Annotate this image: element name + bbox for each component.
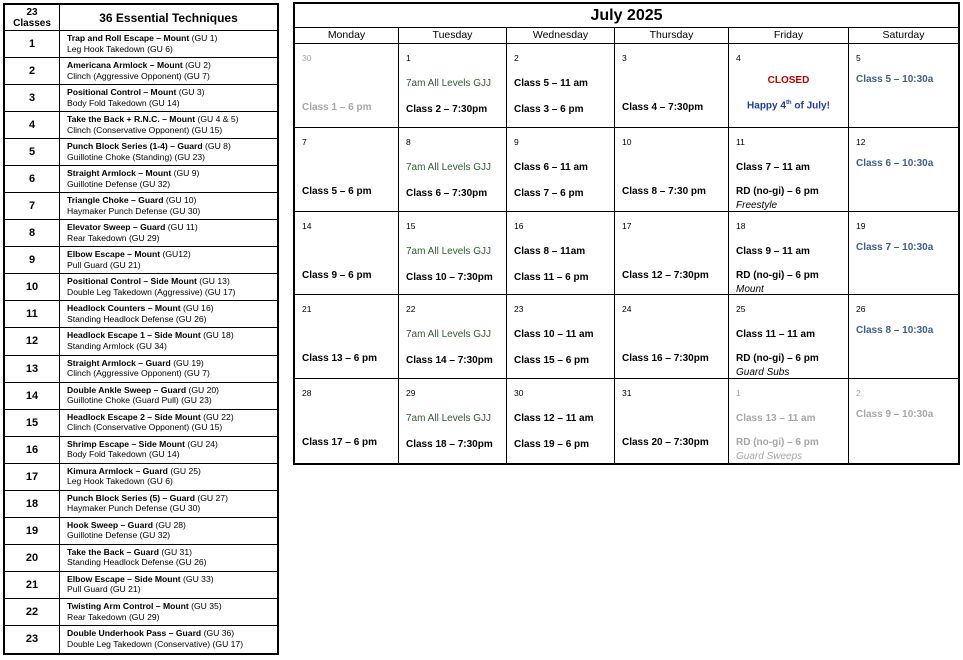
- technique-number: 23: [5, 626, 60, 653]
- weekday-header: Tuesday: [399, 28, 507, 44]
- event-text: Class 9 – 10:30a: [856, 409, 934, 421]
- calendar-day: [615, 295, 729, 379]
- event-text: Freestyle: [736, 199, 778, 211]
- calendar-day: [615, 44, 729, 128]
- technique-secondary: Guillotine Choke (Standing) (GU 23): [67, 151, 206, 162]
- technique-secondary: Rear Takedown (GU 29): [67, 611, 160, 622]
- technique-ref: (GU 18): [203, 330, 234, 341]
- event-text: Class 20 – 7:30pm: [622, 437, 709, 449]
- technique-number: 6: [5, 166, 60, 193]
- technique-number: 9: [5, 247, 60, 274]
- technique-secondary: Standing Headlock Defense (GU 26): [67, 557, 207, 568]
- calendar-day: [295, 295, 399, 379]
- event-text: 7am All Levels GJJ: [406, 161, 492, 173]
- technique-name: Headlock Counters – Mount: [67, 303, 181, 314]
- techniques-table: [3, 3, 279, 655]
- day-number: 22: [406, 304, 416, 315]
- technique-name: Headlock Escape 1 – Side Mount: [67, 330, 201, 341]
- technique-number: 2: [5, 58, 60, 85]
- event-text: Class 10 – 11 am: [514, 329, 594, 341]
- technique-secondary: Haymaker Punch Defense (GU 30): [67, 503, 201, 514]
- calendar-day: [615, 128, 729, 212]
- technique-ref: (GU 24): [187, 438, 218, 449]
- technique-number: 18: [5, 491, 60, 518]
- day-number: 24: [622, 304, 632, 315]
- calendar-day: [849, 128, 958, 212]
- event-text: Guard Sweeps: [736, 451, 803, 463]
- technique-secondary: Clinch (Aggressive Opponent) (GU 7): [67, 70, 210, 81]
- day-number: 4: [736, 53, 741, 63]
- event-text: Guard Subs: [736, 367, 790, 379]
- calendar-day: [507, 128, 615, 212]
- calendar-day: [729, 295, 849, 379]
- day-number: 30: [302, 53, 312, 63]
- event-text: Class 5 – 6 pm: [302, 185, 372, 197]
- event-text: 7am All Levels GJJ: [406, 245, 492, 257]
- technique-number: 13: [5, 356, 60, 383]
- technique-number: 5: [5, 139, 60, 166]
- technique-number: 16: [5, 437, 60, 464]
- technique-ref: (GU 2): [185, 60, 211, 71]
- technique-row: [60, 220, 277, 247]
- weekday-header: Saturday: [849, 28, 958, 44]
- technique-name: Triangle Choke – Guard: [67, 195, 164, 206]
- technique-secondary: Pull Guard (GU 21): [67, 584, 141, 595]
- calendar-day: [295, 379, 399, 463]
- event-text: Class 17 – 6 pm: [302, 437, 378, 449]
- technique-row: [60, 599, 277, 626]
- technique-ref: (GU 3): [178, 87, 205, 98]
- technique-secondary: Clinch (Conservative Opponent) (GU 15): [67, 124, 223, 135]
- technique-secondary: Guillotine Choke (Guard Pull) (GU 23): [67, 395, 212, 406]
- technique-primary: [67, 222, 277, 233]
- calendar-day: [849, 379, 958, 463]
- event-text-part: of July!: [791, 100, 830, 112]
- technique-name: Elbow Escape – Side Mount: [67, 573, 181, 584]
- calendar-day: [729, 44, 849, 128]
- event-text: Class 19 – 6 pm: [514, 439, 590, 451]
- event-text: Class 7 – 6 pm: [514, 187, 584, 199]
- day-number: 2: [856, 388, 861, 399]
- day-number: 1: [406, 53, 411, 63]
- event-text: Class 4 – 7:30pm: [622, 102, 704, 113]
- event-text: RD (no-gi) – 6 pm: [736, 353, 819, 365]
- calendar-day: [507, 44, 615, 128]
- event-text: Class 6 – 7:30pm: [406, 187, 488, 199]
- event-text: 7am All Levels GJJ: [406, 78, 492, 89]
- event-text: Class 11 – 6 pm: [514, 271, 589, 283]
- day-number: 19: [856, 220, 866, 231]
- day-number: 2: [514, 53, 519, 63]
- day-number: 10: [622, 136, 632, 147]
- event-text: Class 6 – 10:30a: [856, 157, 934, 169]
- technique-primary: [67, 520, 277, 531]
- technique-secondary: Double Leg Takedown (Aggressive) (GU 17): [67, 286, 236, 297]
- day-number: 12: [856, 136, 866, 147]
- technique-name: Hook Sweep – Guard: [67, 519, 153, 530]
- event-text: Class 8 – 7:30 pm: [622, 185, 706, 197]
- technique-primary: [67, 547, 277, 558]
- technique-name: Elevator Sweep – Guard: [67, 222, 166, 233]
- calendar-day: [399, 44, 507, 128]
- technique-primary: [67, 385, 277, 396]
- day-number: 8: [406, 136, 411, 147]
- technique-ref: (GU 31): [161, 546, 192, 557]
- technique-name: Punch Block Series (5) – Guard: [67, 492, 195, 503]
- calendar-day: [295, 128, 399, 212]
- technique-number: 4: [5, 112, 60, 139]
- event-text: Class 1 – 6 pm: [302, 102, 372, 113]
- technique-row: [60, 328, 277, 355]
- technique-secondary: Rear Takedown (GU 29): [67, 232, 160, 243]
- technique-primary: [67, 628, 277, 639]
- technique-name: Headlock Escape 2 – Side Mount: [67, 411, 201, 422]
- technique-primary: [67, 60, 277, 71]
- technique-row: [60, 545, 277, 572]
- technique-row: [60, 491, 277, 518]
- technique-ref: (GU 25): [170, 465, 201, 476]
- technique-name: Twisting Arm Control – Mount: [67, 600, 189, 611]
- technique-row: [60, 518, 277, 545]
- calendar-day: [849, 44, 958, 128]
- technique-name: Shrimp Escape – Side Mount: [67, 438, 185, 449]
- day-number: 3: [622, 53, 627, 63]
- day-number: 14: [302, 220, 312, 231]
- technique-name: Positional Control – Side Mount: [67, 276, 197, 287]
- technique-number: 11: [5, 301, 60, 328]
- technique-ref: (GU 19): [173, 357, 204, 368]
- technique-row: [60, 112, 277, 139]
- technique-row: [60, 572, 277, 599]
- event-text: Class 7 – 10:30a: [856, 241, 934, 253]
- event-text: Class 10 – 7:30pm: [406, 271, 493, 283]
- technique-row: [60, 247, 277, 274]
- technique-ref: (GU 16): [183, 303, 214, 314]
- day-number: 15: [406, 220, 416, 231]
- technique-primary: [67, 87, 277, 98]
- technique-number: 14: [5, 383, 60, 410]
- technique-secondary: Guillotine Defense (GU 32): [67, 530, 171, 541]
- calendar-grid: [295, 28, 958, 463]
- calendar-day: [399, 128, 507, 212]
- technique-primary: [67, 493, 277, 504]
- technique-name: Kimura Armlock – Guard: [67, 465, 168, 476]
- technique-number: 1: [5, 31, 60, 58]
- technique-row: [60, 139, 277, 166]
- technique-number: 20: [5, 545, 60, 572]
- day-number: 25: [736, 304, 746, 315]
- calendar-day: [615, 212, 729, 296]
- calendar-title: July 2025: [295, 4, 958, 28]
- technique-ref: (GU 36): [203, 627, 235, 638]
- technique-row: [60, 410, 277, 437]
- calendar-day: [507, 295, 615, 379]
- technique-name: Double Ankle Sweep – Guard: [67, 384, 187, 395]
- event-text: 7am All Levels GJJ: [406, 413, 492, 425]
- technique-primary: [67, 330, 277, 341]
- event-text: Class 2 – 7:30pm: [406, 104, 488, 115]
- technique-row: [60, 626, 277, 653]
- technique-ref: (GU 4 & 5): [197, 114, 239, 125]
- technique-ref: (GU 9): [173, 168, 200, 179]
- technique-ref: (GU 27): [197, 492, 228, 503]
- superscript: th: [785, 100, 792, 106]
- technique-number: 15: [5, 410, 60, 437]
- event-text: Class 15 – 6 pm: [514, 355, 590, 367]
- technique-row: [60, 356, 277, 383]
- day-number: 5: [856, 53, 861, 63]
- technique-primary: [67, 276, 277, 287]
- event-text: Class 8 – 11am: [514, 245, 586, 257]
- day-number: 26: [856, 304, 866, 315]
- classes-count-header: [5, 5, 60, 31]
- event-text: Class 18 – 7:30pm: [406, 439, 493, 451]
- technique-number: 3: [5, 85, 60, 112]
- technique-primary: [67, 574, 277, 585]
- technique-primary: [67, 358, 277, 369]
- calendar-day: [729, 212, 849, 296]
- technique-secondary: Guillotine Defense (GU 32): [67, 178, 171, 189]
- calendar-day: [399, 212, 507, 296]
- calendar-day: [615, 379, 729, 463]
- technique-secondary: Leg Hook Takedown (GU 6): [67, 476, 173, 487]
- technique-primary: [67, 33, 277, 44]
- technique-ref: (GU 33): [183, 573, 214, 584]
- technique-row: [60, 85, 277, 112]
- technique-number: 10: [5, 274, 60, 301]
- day-number: 7: [302, 136, 307, 147]
- technique-secondary: Clinch (Aggressive Opponent) (GU 7): [67, 368, 210, 379]
- day-number: 18: [736, 220, 746, 231]
- technique-ref: (GU 20): [188, 384, 220, 395]
- event-text: Class 12 – 7:30pm: [622, 269, 709, 281]
- event-text: Class 8 – 10:30a: [856, 325, 934, 337]
- technique-ref: (GU 22): [203, 411, 234, 422]
- technique-row: [60, 464, 277, 491]
- weekday-header: Monday: [295, 28, 399, 44]
- technique-secondary: Body Fold Takedown (GU 14): [67, 449, 180, 460]
- day-number: 23: [514, 304, 524, 315]
- technique-primary: [67, 601, 277, 612]
- weekday-header: Wednesday: [507, 28, 615, 44]
- event-text: Class 5 – 10:30a: [856, 74, 934, 85]
- technique-ref: (GU 11): [167, 222, 198, 233]
- technique-name: Americana Armlock – Mount: [67, 60, 183, 71]
- technique-number: 12: [5, 328, 60, 355]
- technique-name: Straight Armlock – Guard: [67, 357, 171, 368]
- day-number: 30: [514, 388, 524, 399]
- event-text: RD (no-gi) – 6 pm: [736, 185, 819, 197]
- day-number: 28: [302, 388, 312, 399]
- day-number: 31: [622, 388, 632, 399]
- classes-count: 23: [26, 6, 38, 18]
- event-text: Class 16 – 7:30pm: [622, 353, 709, 365]
- technique-number: 19: [5, 518, 60, 545]
- event-text: RD (no-gi) – 6 pm: [736, 269, 819, 281]
- event-text: 7am All Levels GJJ: [406, 329, 492, 341]
- calendar-day: [729, 128, 849, 212]
- technique-secondary: Body Fold Takedown (GU 14): [67, 97, 180, 108]
- technique-primary: [67, 249, 277, 260]
- day-number: 16: [514, 220, 524, 231]
- techniques-title: 36 Essential Techniques: [60, 5, 277, 31]
- technique-name: Straight Armlock – Mount: [67, 168, 172, 179]
- technique-ref: (GU 10): [165, 195, 197, 206]
- technique-number: 17: [5, 464, 60, 491]
- technique-primary: [67, 466, 277, 477]
- calendar-day: [507, 379, 615, 463]
- technique-ref: (GU 8): [205, 141, 231, 152]
- day-number: 17: [622, 220, 632, 231]
- technique-name: Double Underhook Pass – Guard: [67, 627, 202, 638]
- event-text: Class 9 – 11 am: [736, 245, 810, 257]
- technique-secondary: Leg Hook Takedown (GU 6): [67, 43, 173, 54]
- technique-primary: [67, 114, 277, 125]
- event-text: Class 12 – 11 am: [514, 413, 594, 425]
- event-text: Class 5 – 11 am: [514, 78, 588, 89]
- calendar-day: [729, 379, 849, 463]
- calendar-day: [849, 212, 958, 296]
- technique-secondary: Standing Armlock (GU 34): [67, 341, 167, 352]
- calendar-day: [399, 379, 507, 463]
- technique-secondary: Clinch (Conservative Opponent) (GU 15): [67, 422, 223, 433]
- technique-primary: [67, 303, 277, 314]
- technique-secondary: Pull Guard (GU 21): [67, 259, 141, 270]
- technique-row: [60, 58, 277, 85]
- event-text: Class 6 – 11 am: [514, 161, 588, 173]
- technique-ref: (GU12): [162, 249, 191, 260]
- calendar-day: [849, 295, 958, 379]
- calendar-day: [399, 295, 507, 379]
- day-number: 29: [406, 388, 416, 399]
- day-number: 21: [302, 304, 312, 315]
- event-text: Class 9 – 6 pm: [302, 269, 372, 281]
- technique-name: Punch Block Series (1-4) – Guard: [67, 141, 203, 152]
- event-text: Mount: [736, 283, 764, 295]
- technique-primary: [67, 412, 277, 423]
- technique-name: Take the Back + R.N.C. – Mount: [67, 114, 196, 125]
- technique-row: [60, 193, 277, 220]
- weekday-header: Friday: [729, 28, 849, 44]
- technique-primary: [67, 168, 277, 179]
- classes-label: Classes: [13, 17, 51, 29]
- technique-number: 7: [5, 193, 60, 220]
- event-text: Class 13 – 11 am: [736, 413, 816, 425]
- event-text: Class 13 – 6 pm: [302, 353, 378, 365]
- technique-row: [60, 166, 277, 193]
- technique-row: [60, 31, 277, 58]
- event-text: Class 11 – 11 am: [736, 329, 815, 341]
- technique-primary: [67, 195, 277, 206]
- calendar-day: [507, 212, 615, 296]
- calendar-day: [295, 44, 399, 128]
- day-number: 11: [736, 136, 745, 147]
- calendar-day: [295, 212, 399, 296]
- event-text: Class 14 – 7:30pm: [406, 355, 493, 367]
- technique-name: Take the Back – Guard: [67, 546, 160, 557]
- technique-row: [60, 274, 277, 301]
- day-number: 9: [514, 136, 519, 147]
- technique-number: 8: [5, 220, 60, 247]
- technique-secondary: Haymaker Punch Defense (GU 30): [67, 205, 201, 216]
- calendar: [293, 2, 960, 465]
- technique-name: Elbow Escape – Mount: [67, 249, 161, 260]
- technique-ref: (GU 13): [199, 276, 230, 287]
- technique-secondary: Standing Headlock Defense (GU 26): [67, 314, 207, 325]
- event-text-part: Happy 4: [747, 100, 786, 112]
- technique-row: [60, 383, 277, 410]
- technique-ref: (GU 1): [191, 33, 218, 43]
- technique-name: Trap and Roll Escape – Mount: [67, 33, 190, 43]
- technique-row: [60, 437, 277, 464]
- event-text: [729, 100, 848, 111]
- technique-ref: (GU 28): [155, 519, 186, 530]
- technique-row: [60, 301, 277, 328]
- event-text: Class 3 – 6 pm: [514, 104, 584, 115]
- technique-primary: [67, 439, 277, 450]
- technique-number: 21: [5, 572, 60, 599]
- technique-secondary: Double Leg Takedown (Conservative) (GU 17): [67, 638, 244, 649]
- technique-ref: (GU 35): [191, 600, 222, 611]
- event-text: CLOSED: [767, 75, 810, 86]
- event-text: Class 7 – 11 am: [736, 161, 810, 173]
- technique-primary: [67, 141, 277, 152]
- day-number: 1: [736, 388, 741, 399]
- event-text: RD (no-gi) – 6 pm: [736, 437, 819, 449]
- technique-name: Positional Control – Mount: [67, 87, 177, 98]
- technique-number: 22: [5, 599, 60, 626]
- weekday-header: Thursday: [615, 28, 729, 44]
